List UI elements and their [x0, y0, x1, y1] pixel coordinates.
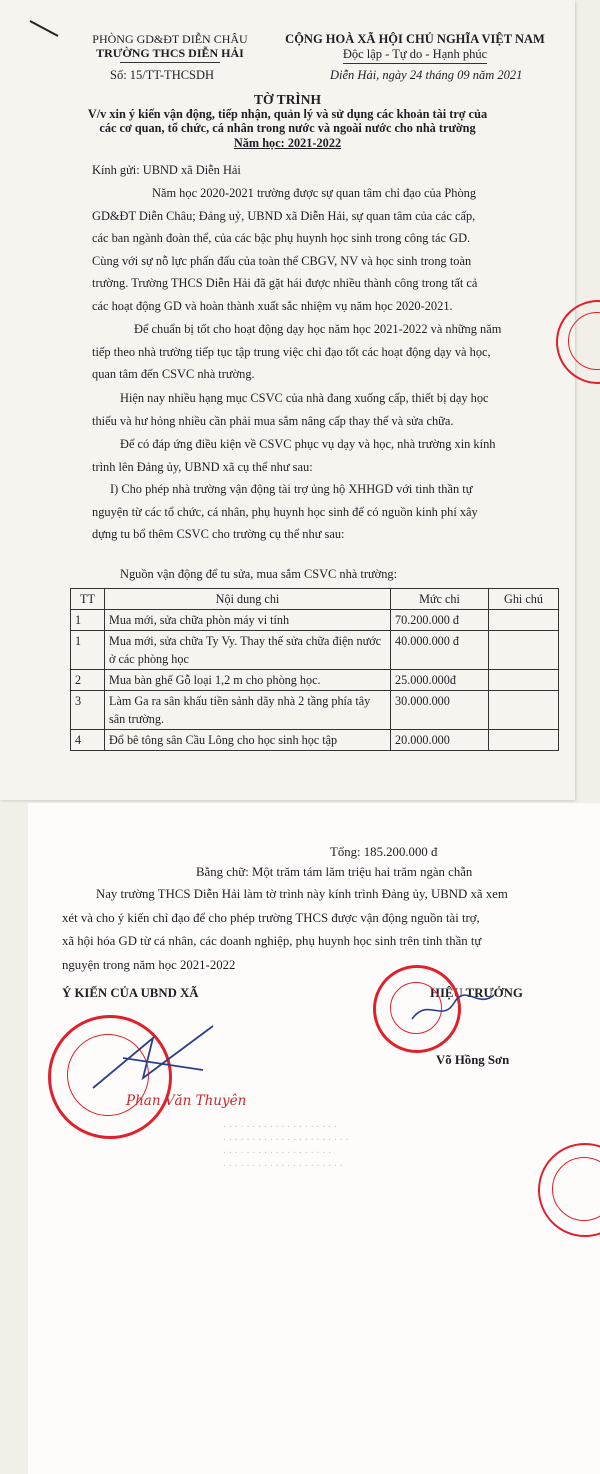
cell-note: [489, 670, 559, 691]
document-number: Số: 15/TT-THCSDH: [110, 68, 215, 82]
subject-line-1: V/v xin ý kiến vận động, tiếp nhận, quản lý và sử dụng các khoản tài trợ của: [87, 107, 488, 121]
funding-table: [70, 588, 559, 751]
paragraph-3: [92, 387, 562, 432]
document-page-2: [28, 803, 600, 1474]
country-name: CỘNG HOÀ XÃ HỘI CHỦ NGHĨA VIỆT NAM: [285, 32, 545, 46]
paragraph-4-line: trình lên Đảng ủy, UBND xã cụ thể như sau:: [92, 459, 313, 474]
principal-title: HIỆU TRƯỞNG: [430, 986, 523, 1000]
commune-signer-name: Phan Văn Thuyên: [126, 1093, 247, 1109]
cell-tt: 4: [71, 730, 105, 751]
closing-paragraph: [62, 883, 582, 977]
header-left-underline: [120, 62, 220, 63]
amount-in-words: Bằng chữ: Một trăm tám lăm triệu hai trăm ngàn chẵn: [196, 865, 473, 879]
paragraph-5-line: nguyện từ các tổ chức, cá nhân, phụ huynh học sinh để có nguồn kinh phí xây: [92, 504, 478, 519]
principal-signature: [408, 989, 498, 1029]
paragraph-2-line: tiếp theo nhà trường tiếp tục tập trung việc chỉ đạo tốt các hoạt động dạy và học,: [92, 344, 491, 359]
cell-amount: 70.200.000 đ: [391, 610, 489, 631]
addressee: Kính gửi: UBND xã Diễn Hải: [92, 163, 241, 177]
paragraph-2-line: quan tâm đến CSVC nhà trường.: [92, 367, 255, 382]
cell-tt: 1: [71, 631, 105, 670]
cell-amount: 20.000.000: [391, 730, 489, 751]
principal-name: Võ Hồng Sơn: [436, 1053, 510, 1067]
department-name: PHÒNG GD&ĐT DIỄN CHÂU: [92, 32, 248, 46]
cell-note: [489, 631, 559, 670]
cell-amount: 25.000.000đ: [391, 670, 489, 691]
paragraph-2-line: Để chuẩn bị tốt cho hoạt động dạy học năm học 2021-2022 và những năm: [134, 322, 502, 336]
paragraph-1: [92, 182, 562, 318]
paragraph-1-line: Năm học 2020-2021 trường được sự quan tâm chỉ đạo của Phòng: [152, 186, 477, 200]
document-title: TỜ TRÌNH: [254, 92, 321, 107]
paragraph-2: [92, 318, 562, 386]
commune-opinion-label: Ý KIẾN CỦA UBND XÃ: [62, 986, 199, 1000]
paragraph-3-line: thiếu và hư hỏng nhiều cần phải mua sắm nâng cấp thay thế và sửa chữa.: [92, 413, 454, 428]
closing-line: xét và cho ý kiến chỉ đạo để cho phép trường THCS được vận động nguồn tài trợ,: [62, 910, 480, 925]
paragraph-1-line: các hoạt động GD và hoàn thành xuất sắc nhiệm vụ năm học 2020-2021.: [92, 298, 453, 313]
paragraph-5-line: I) Cho phép nhà trường vận động tài trợ ủng hộ XHHGD với tinh thần tự: [110, 482, 473, 496]
school-year: Năm học: 2021-2022: [233, 136, 342, 150]
motto-underline: [343, 63, 487, 64]
paragraph-5-line: dựng tu bổ thêm CSVC cho trường cụ thể như sau:: [92, 527, 345, 542]
paragraph-4: [92, 433, 562, 478]
cell-note: [489, 691, 559, 730]
table-header-row: [71, 589, 559, 610]
partial-stamp-bottom-right: [538, 1143, 600, 1237]
closing-line: nguyện trong năm học 2021-2022: [62, 957, 236, 972]
pen-mark: [28, 18, 62, 40]
cell-content: Mua mới, sửa chữa Ty Vy. Thay thế sửa chữa điện nước ở các phòng học: [105, 631, 391, 670]
cell-tt: 1: [71, 610, 105, 631]
total-amount: Tổng: 185.200.000 đ: [330, 845, 438, 859]
paragraph-1-line: Cùng với sự nỗ lực phấn đấu của toàn thể CBGV, NV và học sinh trong toàn: [92, 253, 472, 268]
table-row: [71, 631, 559, 670]
partial-stamp-right: [556, 300, 600, 384]
cell-amount: 30.000.000: [391, 691, 489, 730]
place-date: Diễn Hải, ngày 24 tháng 09 năm 2021: [330, 68, 523, 82]
paragraph-1-line: trường. Trường THCS Diễn Hải đã gặt hái được nhiều thành công trong tất cả: [92, 276, 478, 291]
cell-tt: 2: [71, 670, 105, 691]
motto: Độc lập - Tự do - Hạnh phúc: [342, 47, 488, 61]
subject-line-2: các cơ quan, tổ chức, cá nhân trong nước và ngoài nước cho nhà trường: [99, 121, 476, 135]
paragraph-5: [92, 478, 562, 546]
cell-note: [489, 610, 559, 631]
column-header-content: Nội dung chi: [105, 589, 391, 610]
closing-line: Nay trường THCS Diễn Hải làm tờ trình này kính trình Đảng ủy, UBND xã xem: [96, 887, 508, 901]
school-name: TRƯỜNG THCS DIỄN HẢI: [96, 46, 244, 60]
table-row: [71, 610, 559, 631]
cell-content: Làm Ga ra sân khấu tiền sảnh dãy nhà 2 tầng phía tây sân trường.: [105, 691, 391, 730]
column-header-note: Ghi chú: [489, 589, 559, 610]
paragraph-4-line: Để có đáp ứng điều kiện về CSVC phục vụ dạy và học, nhà trường xin kính: [120, 437, 496, 451]
column-header-tt: TT: [71, 589, 105, 610]
cell-tt: 3: [71, 691, 105, 730]
closing-line: xã hội hóa GD từ cá nhân, các doanh nghiệp, phụ huynh học sinh trên tinh thần tự: [62, 934, 482, 948]
cell-amount: 40.000.000 đ: [391, 631, 489, 670]
table-intro: Nguồn vận động để tu sửa, mua sắm CSVC nhà trường:: [120, 567, 398, 581]
paragraph-1-line: GD&ĐT Diễn Châu; Đảng uỷ, UBND xã Diễn Hải, sự quan tâm của các cấp,: [92, 208, 476, 223]
cell-content: Mua bàn ghế Gỗ loại 1,2 m cho phòng học.: [105, 670, 391, 691]
paragraph-3-line: Hiện nay nhiều hạng mục CSVC của nhà đang xuống cấp, thiết bị dạy học: [120, 391, 489, 405]
cell-content: Mua mới, sửa chữa phòn máy vi tính: [105, 610, 391, 631]
table-row: [71, 670, 559, 691]
column-header-amount: Mức chi: [391, 589, 489, 610]
show-through-text: · · · · · · · · · · · · · · · · · · · · · · · · · · · · · · · · · · · · · · · · · · · · · · · · · · · · · · · · · · · · · · · · · · · · · · · · · · · · · · · · · ·: [223, 1122, 349, 1172]
cell-content: Đổ bê tông sân Cầu Lông cho học sinh học tập: [105, 730, 391, 751]
table-row: [71, 691, 559, 730]
cell-note: [489, 730, 559, 751]
paragraph-1-line: các ban ngành đoàn thể, của các bậc phụ huynh học sinh trong công tác GD.: [92, 231, 471, 246]
table-row: [71, 730, 559, 751]
